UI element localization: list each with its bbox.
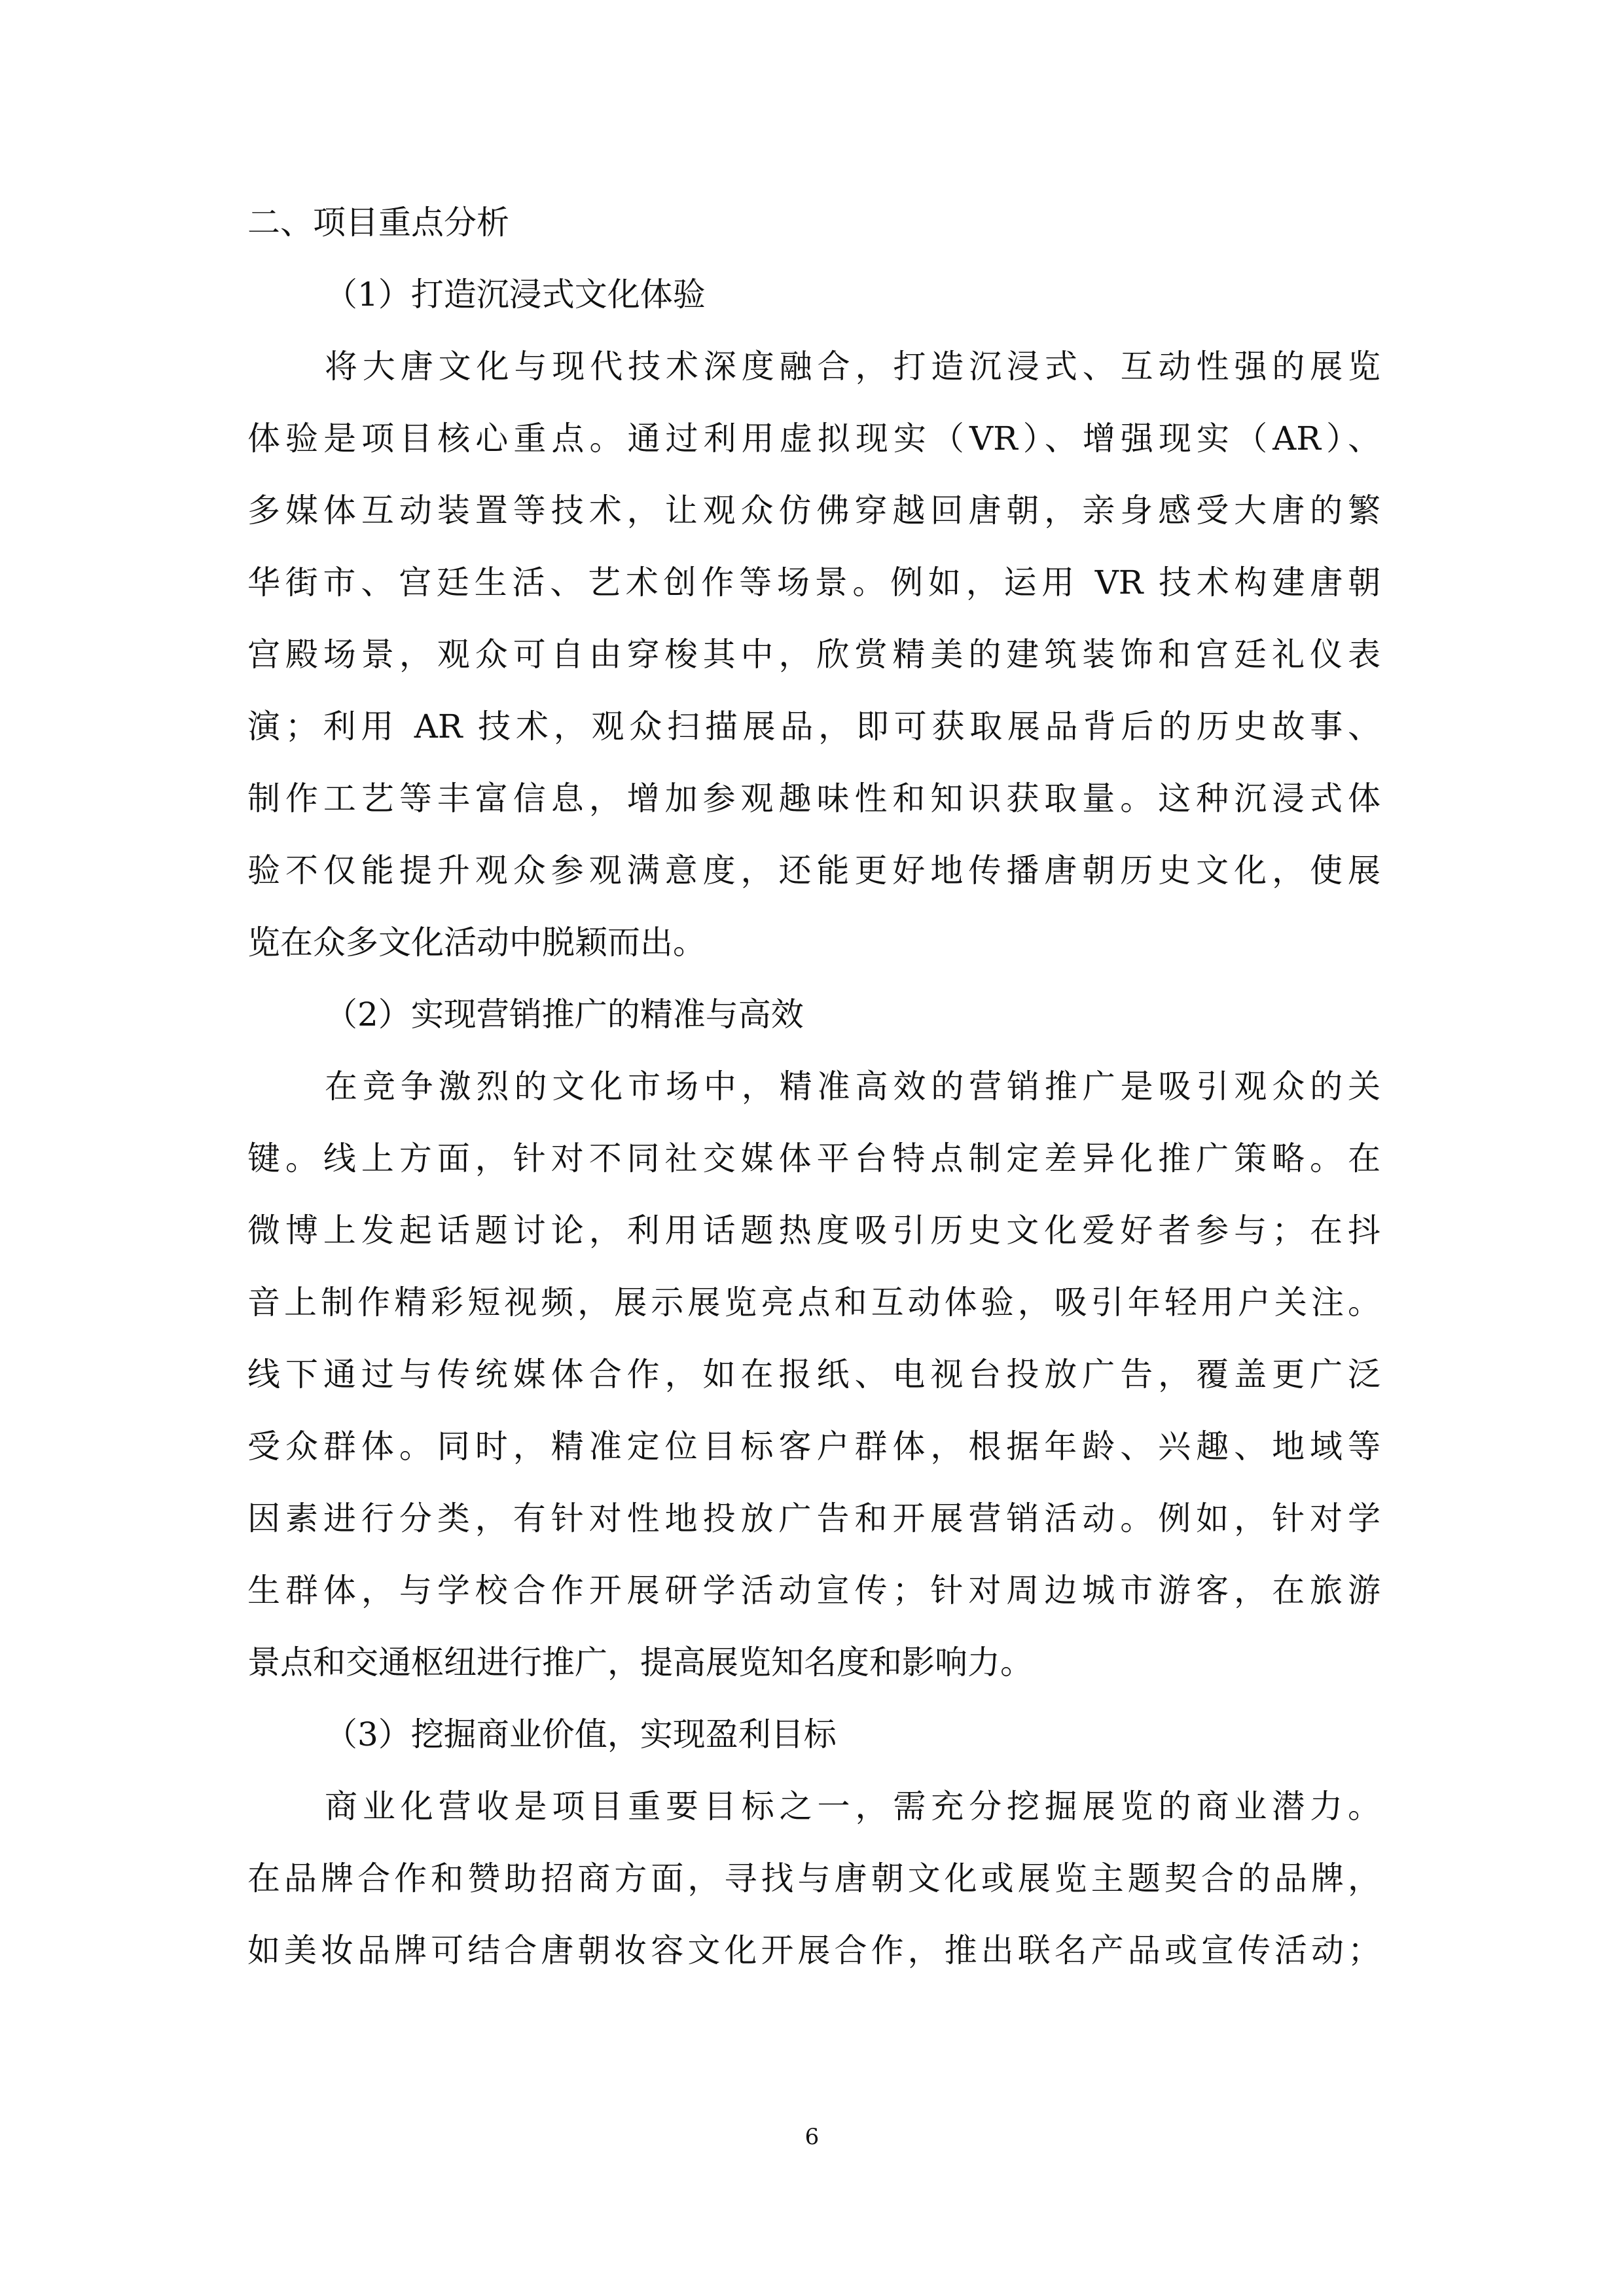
paragraph-line: 将大唐文化与现代技术深度融合，打造沉浸式、互动性强的展览 bbox=[325, 348, 1380, 386]
paragraph-line: 因素进行分类，有针对性地投放广告和开展营销活动。例如，针对学 bbox=[247, 1499, 1380, 1537]
subsection-3-paragraph bbox=[247, 1770, 1380, 1986]
paragraph-line: 生群体，与学校合作开展研学活动宣传；针对周边城市游客，在旅游 bbox=[247, 1571, 1380, 1609]
paragraph-line: 线下通过与传统媒体合作，如在报纸、电视台投放广告，覆盖更广泛 bbox=[247, 1355, 1380, 1393]
paragraph-line: 览在众多文化活动中脱颖而出。 bbox=[247, 924, 706, 961]
paragraph-line: 华街市、宫廷生活、艺术创作等场景。例如，运用 VR 技术构建唐朝 bbox=[247, 564, 1380, 601]
paragraph-line: 在品牌合作和赞助招商方面，寻找与唐朝文化或展览主题契合的品牌， bbox=[247, 1859, 1380, 1897]
paragraph-line: 微博上发起话题讨论，利用话题热度吸引历史文化爱好者参与；在抖 bbox=[247, 1211, 1380, 1249]
paragraph-line: 制作工艺等丰富信息，增加参观趣味性和知识获取量。这种沉浸式体 bbox=[247, 780, 1380, 817]
paragraph-line: 音上制作精彩短视频，展示展览亮点和互动体验，吸引年轻用户关注。 bbox=[247, 1283, 1380, 1321]
subsection-2-paragraph bbox=[247, 1050, 1380, 1698]
page-number: 6 bbox=[804, 2124, 820, 2150]
paragraph-line: 景点和交通枢纽进行推广，提高展览知名度和影响力。 bbox=[247, 1643, 1033, 1681]
paragraph-line: 键。线上方面，针对不同社交媒体平台特点制定差异化推广策略。在 bbox=[247, 1139, 1380, 1177]
paragraph-line: 演；利用 AR 技术，观众扫描展品，即可获取展品背后的历史故事、 bbox=[247, 708, 1380, 745]
paragraph-line: 在竞争激烈的文化市场中，精准高效的营销推广是吸引观众的关 bbox=[325, 1067, 1380, 1105]
page-content bbox=[247, 187, 1380, 1986]
subsection-2-title: （2）实现营销推广的精准与高效 bbox=[325, 996, 804, 1033]
section-title: 二、项目重点分析 bbox=[247, 204, 509, 242]
paragraph-line: 商业化营收是项目重要目标之一，需充分挖掘展览的商业潜力。 bbox=[325, 1787, 1380, 1825]
paragraph-line: 宫殿场景，观众可自由穿梭其中，欣赏精美的建筑装饰和宫廷礼仪表 bbox=[247, 636, 1380, 673]
paragraph-line: 受众群体。同时，精准定位目标客户群体，根据年龄、兴趣、地域等 bbox=[247, 1427, 1380, 1465]
paragraph-line: 体验是项目核心重点。通过利用虚拟现实（VR）、增强现实（AR）、 bbox=[247, 420, 1380, 457]
paragraph-line: 验不仅能提升观众参观满意度，还能更好地传播唐朝历史文化，使展 bbox=[247, 852, 1380, 889]
subsection-1-paragraph bbox=[247, 331, 1380, 978]
subsection-1-title: （1）打造沉浸式文化体验 bbox=[325, 276, 706, 314]
paragraph-line: 如美妆品牌可结合唐朝妆容文化开展合作，推出联名产品或宣传活动； bbox=[247, 1931, 1380, 1969]
paragraph-line: 多媒体互动装置等技术，让观众仿佛穿越回唐朝，亲身感受大唐的繁 bbox=[247, 492, 1380, 529]
subsection-3-title: （3）挖掘商业价值，实现盈利目标 bbox=[325, 1715, 837, 1753]
